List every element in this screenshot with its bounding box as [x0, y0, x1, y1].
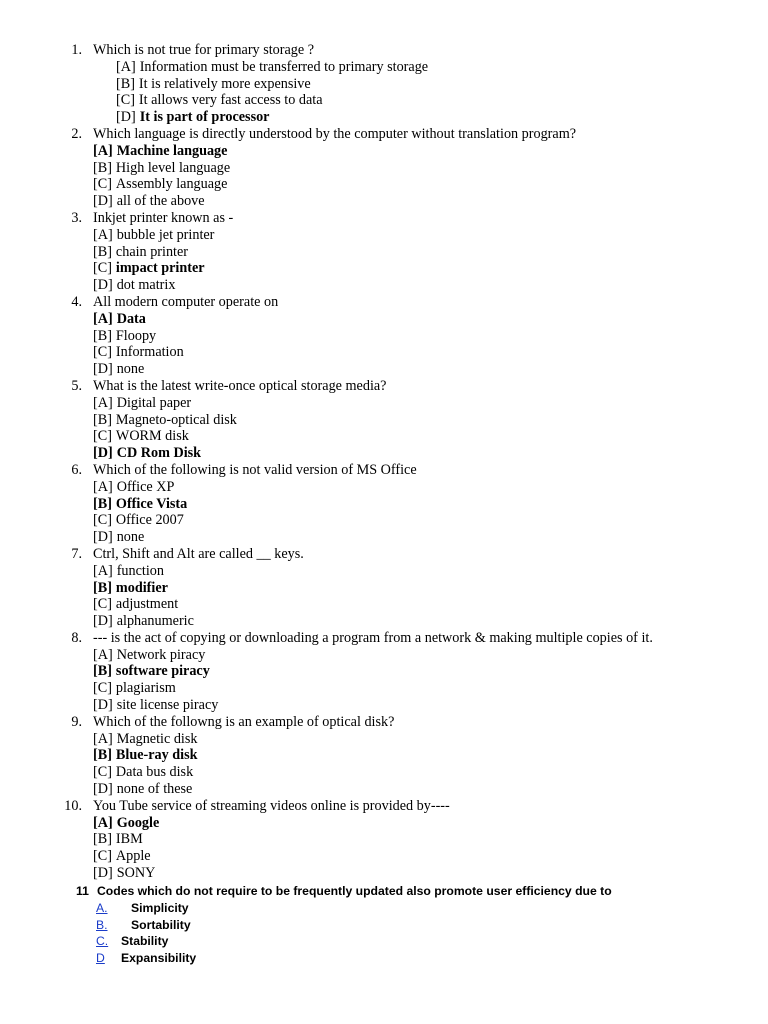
question-10-header	[0, 798, 768, 815]
option-label: [B]	[93, 663, 112, 680]
option-b-text: Sortability	[131, 917, 191, 932]
option-label: [B]	[93, 747, 112, 764]
question-8-header	[0, 630, 768, 647]
question-2-header	[0, 126, 768, 143]
answer-option	[0, 815, 768, 832]
question-text: Which of the following is not valid version of MS Office	[93, 461, 417, 478]
option-text: Machine language	[116, 142, 228, 159]
question-11-header	[0, 882, 768, 900]
option-label: [C]	[93, 344, 112, 361]
option-label: [A]	[93, 814, 113, 831]
answer-option	[0, 361, 768, 378]
option-label: [D]	[93, 865, 113, 882]
question-8	[0, 630, 768, 714]
option-label: [C]	[93, 680, 112, 697]
option-text: Google	[116, 814, 160, 831]
question-11-option-a	[0, 900, 768, 917]
question-7-header	[0, 546, 768, 563]
option-label: [C]	[93, 260, 112, 277]
answer-option	[0, 764, 768, 781]
option-d-link[interactable]: D	[96, 950, 105, 965]
option-text: Digital paper	[116, 394, 192, 411]
option-text: Data	[116, 310, 146, 327]
question-4-header	[0, 294, 768, 311]
option-label: [B]	[93, 411, 112, 428]
answer-option	[0, 731, 768, 748]
option-label: [C]	[93, 596, 112, 613]
question-number: 8.	[71, 629, 82, 646]
option-text: none	[116, 529, 145, 546]
option-text: Office Vista	[115, 495, 188, 512]
answer-option	[0, 445, 768, 462]
option-label: [C]	[116, 92, 135, 109]
question-3-header	[0, 210, 768, 227]
option-a-text: Simplicity	[131, 901, 189, 915]
question-3	[0, 210, 768, 294]
answer-option	[0, 479, 768, 496]
option-text: alphanumeric	[116, 613, 194, 630]
option-label: [D]	[93, 193, 113, 210]
option-text: It allows very fast access to data	[138, 92, 323, 109]
option-text: Office XP	[116, 478, 175, 495]
option-label: [D]	[93, 361, 113, 378]
question-6	[0, 462, 768, 546]
option-label: [D]	[93, 529, 113, 546]
option-label: [A]	[93, 730, 113, 747]
option-text: none of these	[116, 781, 193, 798]
question-text: What is the latest write-once optical storage media?	[93, 377, 387, 394]
answer-option	[0, 663, 768, 680]
option-b-link[interactable]: B.	[96, 917, 108, 932]
question-text: You Tube service of streaming videos online is provided by----	[93, 797, 450, 814]
question-11-option-d	[0, 950, 768, 967]
answer-option	[0, 412, 768, 429]
question-5-header	[0, 378, 768, 395]
question-text: Which is not true for primary storage ?	[93, 42, 315, 58]
answer-option	[0, 277, 768, 294]
option-label: [A]	[93, 226, 113, 243]
question-number: 6.	[71, 461, 82, 478]
answer-option	[0, 563, 768, 580]
question-11-option-c	[0, 933, 768, 950]
answer-option	[0, 244, 768, 261]
question-number: 9.	[71, 713, 82, 730]
option-label: [B]	[93, 495, 112, 512]
option-label: [A]	[116, 58, 136, 75]
answer-option	[0, 328, 768, 345]
question-text: Which of the followng is an example of optical disk?	[93, 713, 395, 730]
answer-option	[0, 193, 768, 210]
option-text: Floopy	[115, 327, 157, 344]
answer-option	[0, 176, 768, 193]
option-text: software piracy	[115, 663, 210, 680]
question-number: 4.	[71, 293, 82, 310]
question-number: 2.	[71, 125, 82, 142]
option-label: [B]	[116, 75, 135, 92]
option-text: Magneto-optical disk	[115, 411, 237, 428]
question-1	[0, 42, 768, 126]
question-2	[0, 126, 768, 210]
option-text: function	[116, 562, 164, 579]
option-label: [C]	[93, 428, 112, 445]
option-text: Information must be transferred to primary storage	[139, 58, 429, 75]
option-label: [D]	[93, 277, 113, 294]
option-text: High level language	[115, 159, 231, 176]
answer-option	[0, 428, 768, 445]
answer-option	[0, 831, 768, 848]
option-text: Blue-ray disk	[115, 747, 198, 764]
option-d-text: Expansibility	[121, 950, 197, 965]
question-number: 10.	[64, 797, 82, 814]
answer-option	[0, 496, 768, 513]
answer-option	[0, 143, 768, 160]
question-9	[0, 714, 768, 798]
option-text: It is relatively more expensive	[138, 75, 311, 92]
option-label: [C]	[93, 848, 112, 865]
quiz-list	[0, 42, 768, 882]
question-text: Inkjet printer known as -	[93, 209, 234, 226]
answer-option	[0, 92, 768, 109]
answer-option	[0, 109, 768, 126]
option-text: Network piracy	[116, 646, 206, 663]
answer-option	[0, 680, 768, 697]
option-text: Assembly language	[115, 176, 228, 193]
option-text: Apple	[115, 848, 151, 865]
answer-option	[0, 311, 768, 328]
option-text: adjustment	[115, 596, 179, 613]
question-11-text: Codes which do not require to be frequently updated also promote user efficiency due to	[97, 884, 612, 898]
answer-option	[0, 697, 768, 714]
option-text: WORM disk	[115, 428, 189, 445]
option-label: [A]	[93, 562, 113, 579]
option-label: [C]	[93, 176, 112, 193]
option-label: [D]	[93, 697, 113, 714]
question-5	[0, 378, 768, 462]
question-number: 5.	[71, 377, 82, 394]
option-text: plagiarism	[115, 680, 176, 697]
question-11-number: 11	[76, 884, 89, 898]
answer-option	[0, 613, 768, 630]
option-text: Data bus disk	[115, 764, 194, 781]
option-text: dot matrix	[116, 277, 176, 294]
question-number: 3.	[71, 209, 82, 226]
answer-option	[0, 848, 768, 865]
option-label: [A]	[93, 142, 113, 159]
answer-option	[0, 260, 768, 277]
option-text: modifier	[115, 579, 168, 596]
question-text: Which language is directly understood by the computer without translation program?	[93, 125, 577, 142]
question-number: 7.	[71, 545, 82, 562]
option-label: [D]	[93, 613, 113, 630]
option-text: bubble jet printer	[116, 226, 215, 243]
option-label: [A]	[93, 310, 113, 327]
question-text: Ctrl, Shift and Alt are called __ keys.	[93, 545, 304, 562]
question-1-header	[0, 42, 768, 59]
answer-option	[0, 160, 768, 177]
option-label: [B]	[93, 831, 112, 848]
option-label: [B]	[93, 579, 112, 596]
option-label: [A]	[93, 394, 113, 411]
option-text: It is part of processor	[139, 109, 270, 126]
answer-option	[0, 647, 768, 664]
option-text: chain printer	[115, 243, 189, 260]
option-label: [D]	[93, 445, 113, 462]
option-text: all of the above	[116, 193, 205, 210]
question-11	[0, 882, 768, 966]
option-text: IBM	[115, 831, 143, 848]
answer-option	[0, 529, 768, 546]
question-10	[0, 798, 768, 882]
option-text: SONY	[116, 865, 156, 882]
option-label: [B]	[93, 159, 112, 176]
answer-option	[0, 76, 768, 93]
option-text: Magnetic disk	[116, 730, 198, 747]
answer-option	[0, 781, 768, 798]
question-7	[0, 546, 768, 630]
question-4	[0, 294, 768, 378]
option-text: none	[116, 361, 145, 378]
question-text: All modern computer operate on	[93, 293, 279, 310]
option-c-text: Stability	[121, 934, 169, 948]
option-label: [C]	[93, 512, 112, 529]
answer-option	[0, 344, 768, 361]
answer-option	[0, 512, 768, 529]
question-6-header	[0, 462, 768, 479]
option-text: impact printer	[115, 260, 205, 277]
question-9-header	[0, 714, 768, 731]
answer-option	[0, 395, 768, 412]
option-text: site license piracy	[116, 697, 219, 714]
option-label: [D]	[93, 781, 113, 798]
option-text: Information	[115, 344, 184, 361]
question-number: 1.	[71, 42, 82, 58]
option-label: [A]	[93, 478, 113, 495]
option-label: [A]	[93, 646, 113, 663]
option-a-link[interactable]: A.	[96, 901, 108, 915]
answer-option	[0, 580, 768, 597]
option-label: [C]	[93, 764, 112, 781]
option-c-link[interactable]: C.	[96, 934, 109, 948]
option-text: CD Rom Disk	[116, 445, 202, 462]
option-label: [D]	[116, 109, 136, 126]
option-text: Office 2007	[115, 512, 184, 529]
answer-option	[0, 865, 768, 882]
option-label: [B]	[93, 327, 112, 344]
answer-option	[0, 596, 768, 613]
answer-option	[0, 747, 768, 764]
answer-option	[0, 227, 768, 244]
option-label: [B]	[93, 243, 112, 260]
question-text: --- is the act of copying or downloading a program from a network & making multiple copies of it.	[93, 629, 653, 646]
answer-option	[0, 59, 768, 76]
question-11-option-b	[0, 917, 768, 934]
